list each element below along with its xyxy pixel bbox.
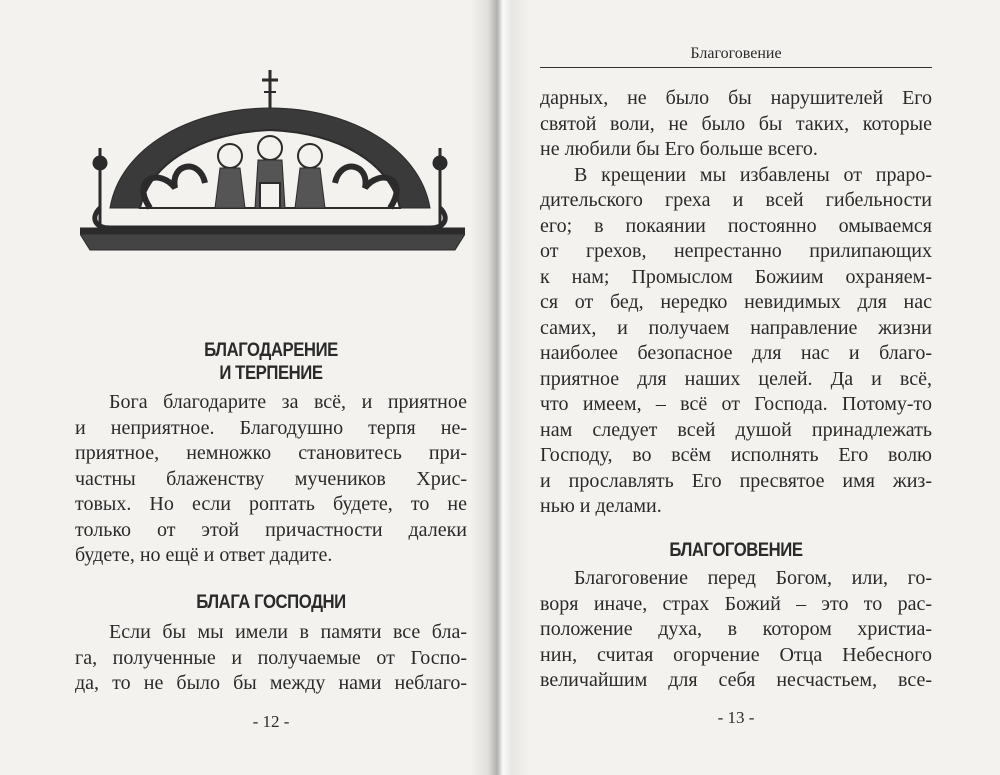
book-gutter-shadow <box>470 0 530 775</box>
text-line: святой воли, не было бы таких, которые <box>540 112 932 135</box>
text-line: только от этой причастности далеки <box>75 518 467 541</box>
page-number: - 12 - <box>252 712 290 731</box>
text-line: товых. Но если роптать будете, то не <box>75 493 467 515</box>
text-line: воря иначе, страх Божий – это то рас- <box>540 592 932 615</box>
text-line: и неприятное. Благодушно терпя не- <box>75 416 467 439</box>
text-line: частны блаженству мучеников Хрис- <box>75 467 467 490</box>
text-line: и прославлять Его пресвятое имя жиз- <box>540 469 932 492</box>
text-line: к нам; Промыслом Божиим охраняем- <box>540 265 932 288</box>
continued-text <box>540 86 932 520</box>
text-line: что имеем, – всё от Господа. Потому-то <box>540 393 932 415</box>
text-line: приятное для наших целей. Да и всё, <box>540 367 932 390</box>
running-head: Благоговение <box>690 45 782 62</box>
text-line: наиболее безопасное для нас и благо- <box>540 342 932 364</box>
section-text-thanksgiving <box>75 390 467 569</box>
section-heading-blessings: БЛАГА ГОСПОДНИ <box>196 592 346 613</box>
text-line: нью и делами. <box>540 495 662 517</box>
section-heading-patience: И ТЕРПЕНИЕ <box>219 363 323 384</box>
section-heading-thanksgiving: БЛАГОДАРЕНИЕ <box>204 340 338 361</box>
left-page <box>75 0 467 775</box>
text-line: Господу, во всём исполнять Его волю <box>540 444 932 466</box>
text-line: Если бы мы имели в памяти все бла- <box>109 621 467 643</box>
text-line: величайшим для себя несчастьем, все- <box>540 669 932 691</box>
text-line: дительского греха и всей гибельности <box>540 189 932 211</box>
section-text-reverence <box>540 566 932 694</box>
text-line: Благоговение перед Богом, или, го- <box>574 567 932 589</box>
text-line: ся от бед, нередко невидимых для нас <box>540 291 932 313</box>
text-line: нам следует всей душой принадлежать <box>540 418 932 441</box>
section-heading-reverence: БЛАГОГОВЕНИЕ <box>669 540 803 561</box>
right-page <box>540 0 932 775</box>
section-text-blessings <box>75 620 467 697</box>
text-line: га, полученные и получаемые от Госпо- <box>75 646 467 669</box>
text-line: Бога благодарите за всё, и приятное <box>109 391 467 413</box>
text-line: да, то не было бы между нами неблаго- <box>75 672 467 694</box>
text-line: В крещении мы избавлены от праро- <box>574 163 932 186</box>
text-line: не любили бы Его больше всего. <box>540 138 818 160</box>
text-line: положение духа, в котором христиа- <box>540 618 932 640</box>
text-line: от грехов, непрестанно прилипающих <box>540 240 932 262</box>
trinity-icon-ornament <box>80 68 465 268</box>
text-line: дарных, не было бы нарушителей Его <box>540 87 932 109</box>
text-line: нин, считая огорчение Отца Небесного <box>540 643 932 666</box>
header-rule <box>540 67 932 68</box>
text-line: самих, и получаем направление жизни <box>540 316 932 339</box>
text-line: будете, но ещё и ответ дадите. <box>75 544 333 566</box>
text-line: его; в покаянии постоянно омываемся <box>540 214 932 237</box>
page-number: - 13 - <box>717 708 755 727</box>
text-line: приятное, немножко становитесь при- <box>75 442 467 464</box>
